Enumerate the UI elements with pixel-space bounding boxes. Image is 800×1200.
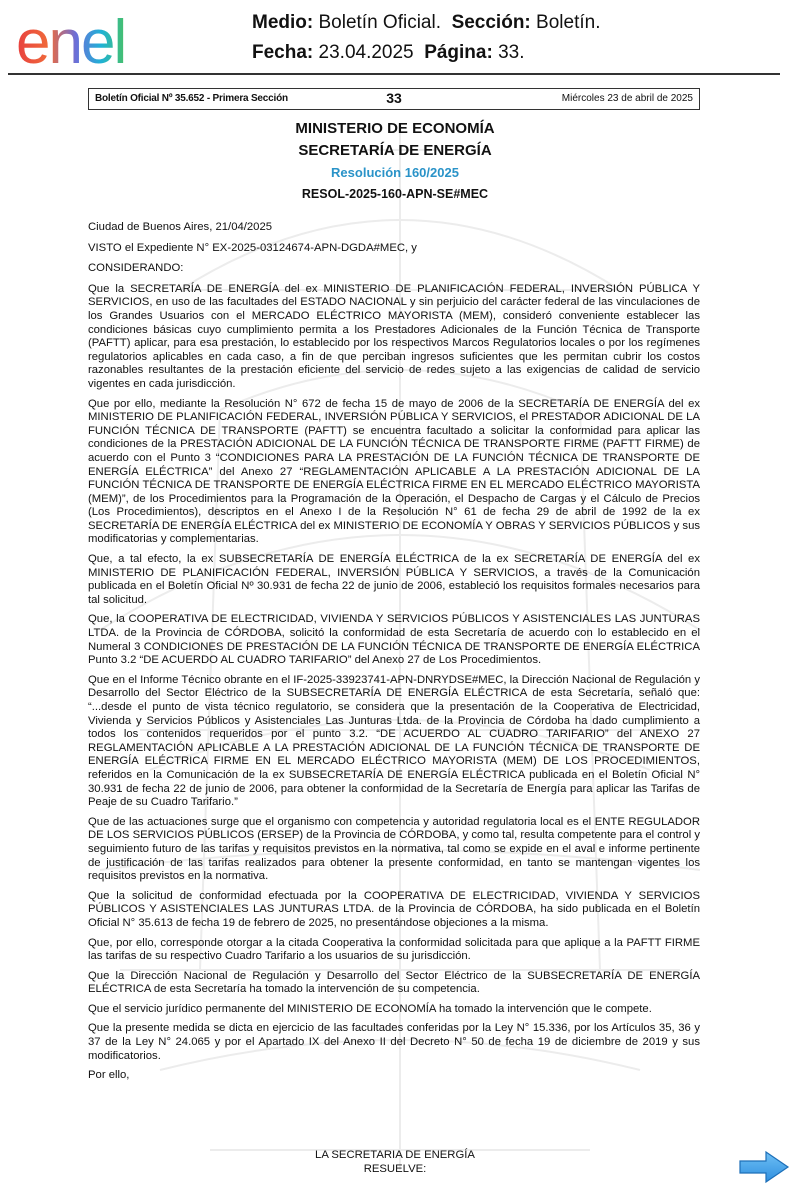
paragraph: Que por ello, mediante la Resolución N° 672 de fecha 15 de mayo de 2006 de la SECRETARÍA DE ENERGÍA del ex MINISTERIO DE PLANIFICACIÓN FEDERAL, INVERSIÓN PÚBLICA Y SERVICIOS, el PRESTADOR ADICIONAL DE LA FUNCIÓN TÉCNICA DE TRANSPORTE (PAFTT) se encuentra facultado a solicitar la conformidad para aplicar las condiciones de la PRESTACIÓN ADICIONAL DE LA FUNCIÓN TÉCNICA DE TRANSPORTE FIRME (PAFTT FIRME) de acuerdo con el Punto 3 “CONDICIONES PARA LA PRESTACIÓN DE LA FUNCIÓN TÉCNICA DE TRANSPORTE DE ENERGÍA ELÉCTRICA” del Anexo 27 “REGLAMENTACIÓN APLICABLE A LA PRESTACIÓN ADICIONAL DE LA FUNCIÓN TÉCNICA DE TRANSPORTE DE ENERGÍA ELÉCTRICA FIRME EN EL MERCADO ELÉCTRICO MAYORISTA (MEM)”, de los Procedimientos para la Programación de la Operación, el Despacho de Cargas y el Cálculo de Precios (Los Procedimientos), descriptos en el Anexo I de la Resolución N° 61 de fecha 29 de abril de 1992 de la ex SECRETARÍA DE ENERGÍA ELÉCTRICA del ex MINISTERIO DE ECONOMÍA Y OBRAS Y SERVICIOS PÚBLICOS y sus modificatorias y complementarias. bbox=[88, 397, 700, 546]
ministry-title: MINISTERIO DE ECONOMÍA bbox=[295, 120, 495, 137]
arrow-right-icon[interactable] bbox=[738, 1150, 790, 1184]
fecha-label: Fecha: bbox=[252, 42, 314, 63]
pagina-value: 33. bbox=[498, 42, 525, 63]
secretary-title: SECRETARÍA DE ENERGÍA bbox=[298, 142, 492, 159]
seccion-label: Sección: bbox=[451, 12, 531, 33]
paragraph: Que, por ello, corresponde otorgar a la citada Cooperativa la conformidad solicitada para que aplique a la PAFTT FIRME las tarifas de su respectivo Cuadro Tarifario a los usuarios de su jurisdicción. bbox=[88, 936, 700, 963]
clipping-row-1 bbox=[252, 8, 600, 38]
paragraph: Que de las actuaciones surge que el organismo con competencia y autoridad regulatoria local es el ENTE REGULADOR DE LOS SERVICIOS PÚBLICOS (ERSEP) de la Provincia de CÓRDOBA, y como tal, resulta competente para el control y seguimiento futuro de las tarifas y requisitos previstos en la normativa, tal como se expide en el aval e informe pertinente de justificación de las tarifas realizados para obtener la presente conformidad, en tanto se mantengan vigentes los requisitos previstos en la normativa. bbox=[88, 815, 700, 883]
paragraph: Que la solicitud de conformidad efectuada por la COOPERATIVA DE ELECTRICIDAD, VIVIENDA Y SERVICIOS PÚBLICOS Y ASISTENCIALES LAS JUNTURAS LTDA. de la Provincia de CÓRDOBA, ha sido publicada en el Boletín Oficial N° 35.613 de fecha 19 de febrero de 2025, no presentándose objeciones a la misma. bbox=[88, 889, 700, 929]
paragraph: Que la Dirección Nacional de Regulación y Desarrollo del Sector Eléctrico de la SUBSECRETARÍA DE ENERGÍA ELÉCTRICA de esta Secretaría ha tomado la intervención de su competencia. bbox=[88, 969, 700, 996]
paragraph: Que la presente medida se dicta en ejercicio de las facultades conferidas por la Ley N° 15.336, por los Artículos 35, 36 y 37 de la Ley N° 24.065 y por el Apartado IX del Anexo II del Decreto N° 50 de fecha 19 de diciembre de 2019 y sus modificatorios. bbox=[88, 1022, 700, 1062]
logo-text: enel bbox=[16, 8, 126, 70]
resolution-heading bbox=[90, 118, 700, 204]
fecha-value: 23.04.2025 bbox=[318, 42, 414, 63]
paragraph: Que en el Informe Técnico obrante en el IF-2025-33923741-APN-DNRYDSE#MEC, la Dirección Nacional de Regulación y Desarrollo del Sector Eléctrico de la SUBSECRETARÍA DE ENERGÍA ELÉCTRICA de esta Secretaría, señaló que: “...desde el punto de vista técnico regulatorio, se considera que la presentación de la Cooperativa de Electricidad, Vivienda y Servicios Públicos y Asistenciales Las Junturas Ltda. de la Provincia de Córdoba ha dado cumplimiento a todos los contenidos requeridos por el punto 3.2. “DE ACUERDO AL CUADRO TARIFARIO” del ANEXO 27 REGLAMENTACIÓN APLICABLE A LA PRESTACIÓN ADICIONAL DE LA FUNCIÓN TÉCNICA DE TRANSPORTE DE ENERGÍA ELÉCTRICA FIRME EN EL MERCADO ELÉCTRICO MAYORISTA (MEM) DE LOS PROCEDIMIENTOS, referidos en la Comunicación de la ex SUBSECRETARÍA DE ENERGÍA ELÉCTRICA publicada en el Boletín Oficial N° 30.931 de fecha 22 de junio de 2006, para obtener la conformidad de la Secretaría de Energía para aplicar las Tarifas de Peaje de su Cuadro Tarifario.” bbox=[88, 673, 700, 809]
visto: VISTO el Expediente N° EX-2025-03124674-APN-DGDA#MEC, y bbox=[88, 241, 417, 254]
resolution-body bbox=[88, 221, 700, 1090]
resolution-code: RESOL-2025-160-APN-SE#MEC bbox=[301, 187, 489, 201]
bulletin-date: Miércoles 23 de abril de 2025 bbox=[561, 93, 693, 104]
paragraph: Que el servicio jurídico permanente del MINISTERIO DE ECONOMÍA ha tomado la intervención que le compete. bbox=[88, 1002, 652, 1015]
seccion-value: Boletín. bbox=[536, 12, 601, 33]
medio-label: Medio: bbox=[252, 12, 314, 33]
bulletin-issue: Boletín Oficial Nº 35.652 - Primera Sección bbox=[95, 93, 288, 104]
por-ello: Por ello, bbox=[88, 1069, 130, 1082]
enel-logo bbox=[16, 8, 176, 70]
paragraph: Que, la COOPERATIVA DE ELECTRICIDAD, VIVIENDA Y SERVICIOS PÚBLICOS Y ASISTENCIALES LAS JUNTURAS LTDA. de la Provincia de CÓRDOBA, solicitó la conformidad de esta Secretaría de acuerdo con lo establecido en el Numeral 3 CONDICIONES DE PRESTACIÓN DE LA FUNCIÓN TÉCNICA DE TRANSPORTE DE ENERGÍA ELÉCTRICA Punto 3.2 “DE ACUERDO AL CUADRO TARIFARIO” del Anexo 27 de Los Procedimientos. bbox=[88, 613, 700, 667]
resolution-closing bbox=[250, 1149, 540, 1176]
paragraph: Que, a tal efecto, la ex SUBSECRETARÍA DE ENERGÍA ELÉCTRICA de la ex SECRETARÍA DE ENERGÍA del ex MINISTERIO DE PLANIFICACIÓN FEDERAL, INVERSIÓN PÚBLICA Y SERVICIOS, a través de la Comunicación publicada en el Boletín Oficial Nº 30.931 de fecha 22 de junio de 2006, estableció los requisitos formales necesarios para tal solicitud. bbox=[88, 553, 700, 606]
pagina-label: Página: bbox=[424, 42, 493, 63]
clipping-metadata bbox=[252, 8, 600, 68]
bulletin-page-number: 33 bbox=[386, 90, 402, 106]
place-date: Ciudad de Buenos Aires, 21/04/2025 bbox=[88, 221, 273, 233]
header-divider bbox=[8, 73, 780, 75]
considerando: CONSIDERANDO: bbox=[88, 262, 184, 275]
bulletin-header-bar bbox=[88, 88, 700, 110]
signatory: LA SECRETARIA DE ENERGÍA bbox=[315, 1149, 475, 1161]
resuelve: RESUELVE: bbox=[363, 1162, 427, 1175]
resolution-number: Resolución 160/2025 bbox=[331, 165, 459, 180]
paragraph: Que la SECRETARÍA DE ENERGÍA del ex MINISTERIO DE PLANIFICACIÓN FEDERAL, INVERSIÓN PÚBLICA Y SERVICIOS, en uso de las facultades del ESTADO NACIONAL y sin perjuicio del carácter federal de las vinculaciones de los Grandes Usuarios con el MERCADO ELÉCTRICO MAYORISTA (MEM), consideró conveniente establecer las condiciones básicas cuyo cumplimiento permita a los Prestadores Adicionales de la Función Técnica de Transporte (PAFTT) aplicar, para esa prestación, lo establecido por los respectivos Marcos Regulatorios locales o por los regímenes regulatorios aplicables en cada caso, a fin de que perciban ingresos suficientes que les permitan cubrir los costos razonables resultantes de la prestación eficiente del servicio de redes sujeto a las exigencias de calidad de servicio vigentes en cada jurisdicción. bbox=[88, 282, 700, 390]
clipping-row-2 bbox=[252, 38, 600, 68]
medio-value: Boletín Oficial. bbox=[318, 12, 441, 33]
